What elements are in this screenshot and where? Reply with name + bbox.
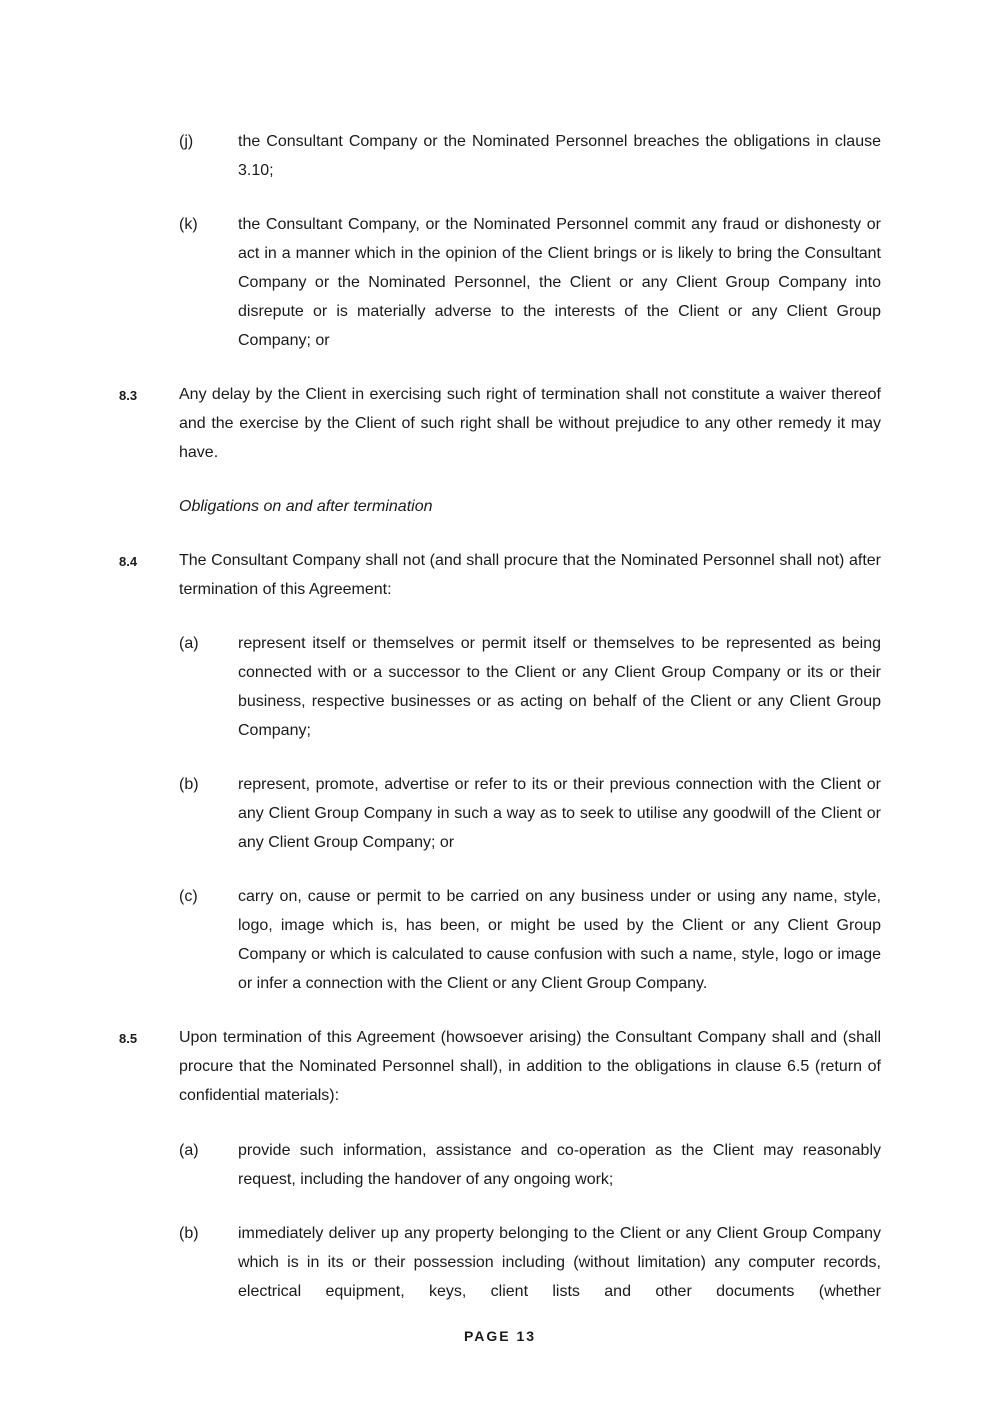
clause-number-8-4: 8.4 (119, 554, 138, 569)
item-text-8-4-a: represent itself or themselves or permit itself or themselves to be represented as being connected with or a successor to the Client or any Client Group Company or its or their business, respective businesses or as acting on behalf of the Client or any Client Group Company; (238, 635, 881, 739)
item-label-8-5-b: (b) (179, 1225, 199, 1242)
clause-text-8-5: Upon termination of this Agreement (howsoever arising) the Consultant Company shall and (shall procure that the Nominated Personnel shall), in addition to the obligations in clause 6.5 (return of confidential materials): (179, 1029, 881, 1104)
clause-text-8-3: Any delay by the Client in exercising such right of termination shall not constitute a waiver thereof and the exercise by the Client of such right shall be without prejudice to any other remedy it may have. (179, 386, 881, 461)
item-text-k: the Consultant Company, or the Nominated Personnel commit any fraud or dishonesty or act in a manner which in the opinion of the Client brings or is likely to bring the Consultant Company or the Nominated Personnel, the Client or any Client Group Company into disrepute or is materially adverse to the interests of the Client or any Client Group Company; or (238, 216, 881, 349)
page-number: PAGE 13 (463, 1328, 537, 1344)
item-text-8-4-b: represent, promote, advertise or refer to its or their previous connection with the Client or any Client Group Company in such a way as to seek to utilise any goodwill of the Client or any Client Group Company; or (238, 776, 881, 851)
clause-text-8-4: The Consultant Company shall not (and shall procure that the Nominated Personnel shall not) after termination of this Agreement: (179, 552, 881, 598)
section-heading: Obligations on and after termination (179, 498, 433, 515)
item-text-8-5-b: immediately deliver up any property belonging to the Client or any Client Group Company which is in its or their possession including (without limitation) any computer records, electrical equipment, keys, client lists and other documents (whether (238, 1225, 881, 1300)
item-label-k: (k) (179, 216, 198, 233)
clause-number-8-5: 8.5 (119, 1031, 138, 1046)
item-text-8-4-c: carry on, cause or permit to be carried on any business under or using any name, style, logo, image which is, has been, or might be used by the Client or any Client Group Company or which is calculated to cause confusion with such a name, style, logo or image or infer a connection with the Client or any Client Group Company. (238, 888, 881, 992)
item-label-8-4-b: (b) (179, 776, 199, 793)
item-label-8-4-c: (c) (179, 888, 198, 905)
item-label-8-4-a: (a) (179, 635, 199, 652)
item-text-8-5-a: provide such information, assistance and co-operation as the Client may reasonably request, including the handover of any ongoing work; (238, 1142, 881, 1188)
item-text-j: the Consultant Company or the Nominated Personnel breaches the obligations in clause 3.10; (238, 133, 881, 179)
clause-number-8-3: 8.3 (119, 388, 138, 403)
item-label-j: (j) (179, 133, 194, 150)
item-label-8-5-a: (a) (179, 1142, 199, 1159)
